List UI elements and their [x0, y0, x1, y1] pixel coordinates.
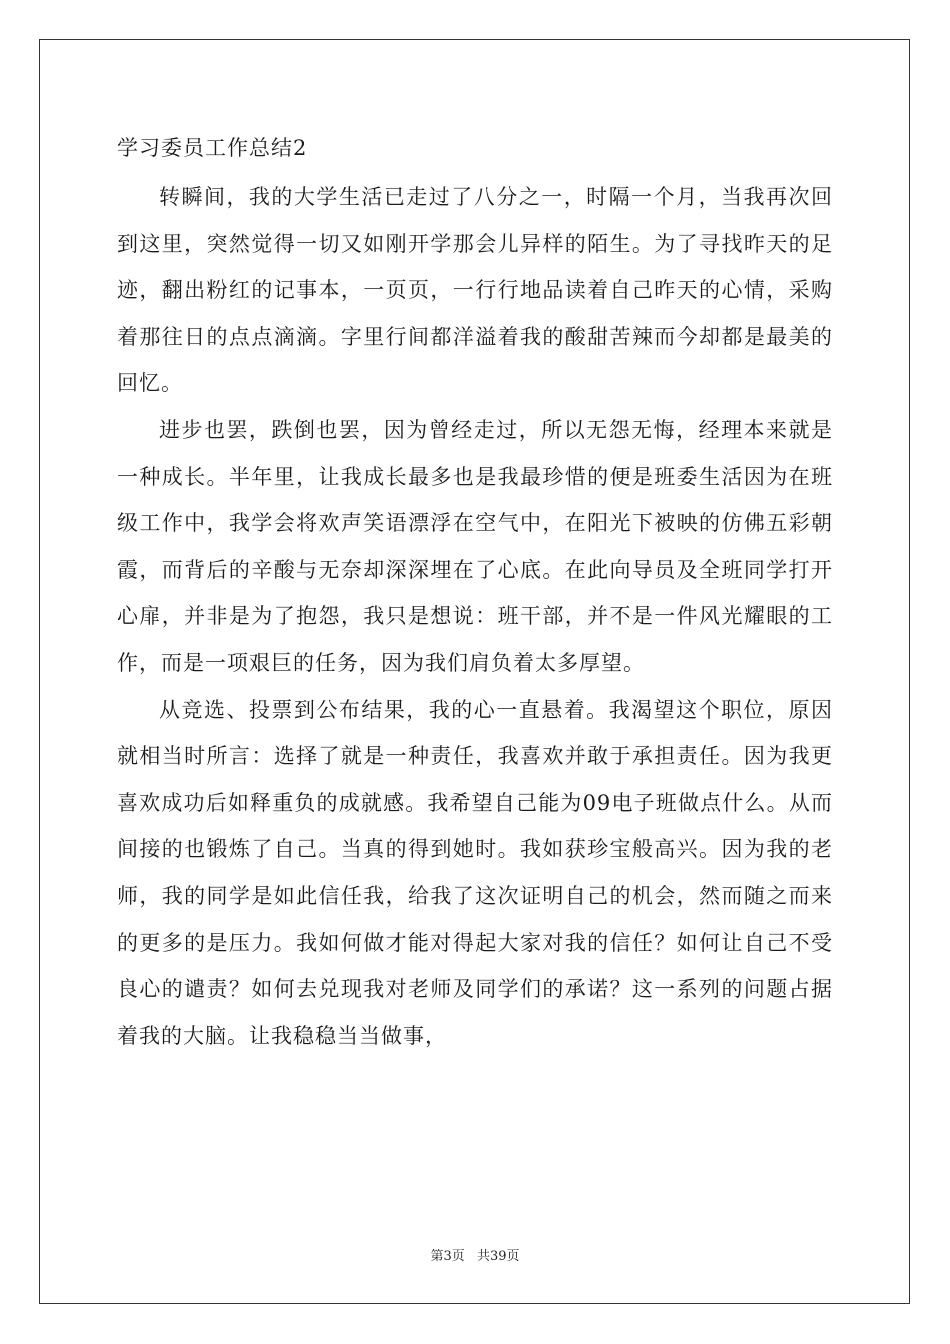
- paragraph-2: 进步也罢，跌倒也罢，因为曾经走过，所以无怨无悔，经理本来就是一种成长。半年里，让我成长最多也是我最珍惜的便是班委生活因为在班级工作中，我学会将欢声笑语漂浮在空气中，在阳光下被映的仿佛五彩朝霞，而背后的辛酸与无奈却深深埋在了心底。在此向导员及全班同学打开心扉，并非是为了抱怨，我只是想说：班干部，并不是一件风光耀眼的工作，而是一项艰巨的任务，因为我们肩负着太多厚望。: [117, 417, 833, 675]
- document-title: 学习委员工作总结2: [117, 136, 308, 160]
- total-page-count: 共39页: [476, 1249, 520, 1264]
- paragraph-1: 转瞬间，我的大学生活已走过了八分之一，时隔一个月，当我再次回到这里，突然觉得一切又如刚开学那会儿异样的陌生。为了寻找昨天的足迹，翻出粉红的记事本，一页页，一行行地品读着自己昨天的心情，采购着那往日的点点滴滴。字里行间都洋溢着我的酸甜苦辣而今却都是最美的回忆。: [117, 185, 833, 396]
- current-page-number: 第3页: [430, 1249, 465, 1264]
- page-footer: [0, 1245, 950, 1264]
- paragraph-3: 从竞选、投票到公布结果，我的心一直悬着。我渴望这个职位，原因就相当时所言：选择了就是一种责任，我喜欢并敢于承担责任。因为我更喜欢成功后如释重负的成就感。我希望自己能为09电子班做点什么。从而间接的也锻炼了自己。当真的得到她时。我如获珍宝般高兴。因为我的老师，我的同学是如此信任我，给我了这次证明自己的机会，然而随之而来的更多的是压力。我如何做才能对得起大家对我的信任？如何让自己不受良心的谴责？如何去兑现我对老师及同学们的承诺？这一系列的问题占据着我的大脑。让我稳稳当当做事，: [117, 697, 833, 1048]
- document-body: [117, 128, 833, 1059]
